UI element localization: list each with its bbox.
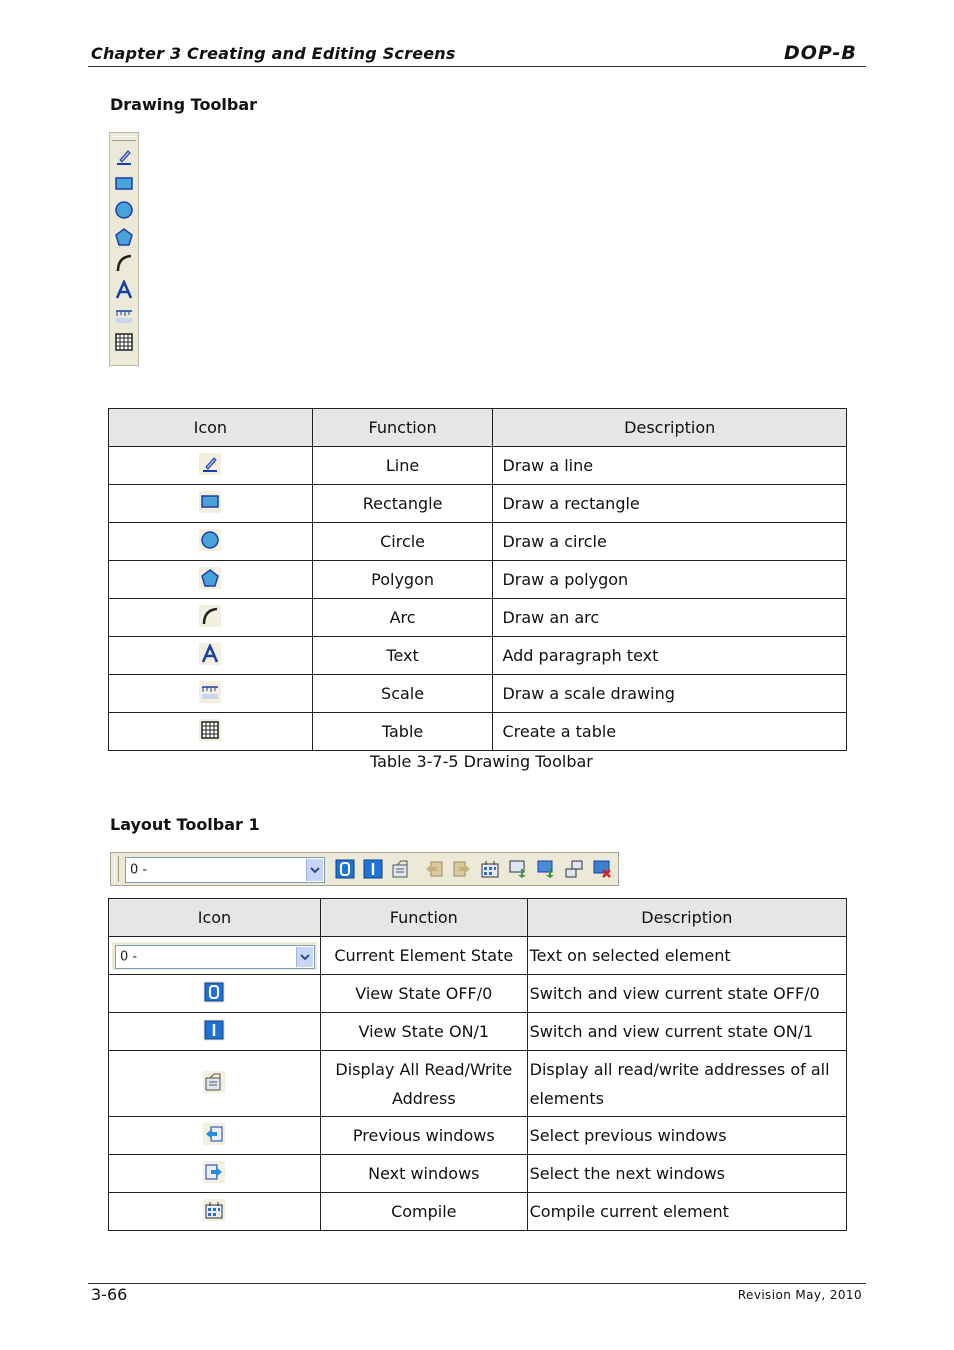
display-address-icon xyxy=(203,1071,225,1093)
table-row xyxy=(109,675,847,713)
table-row xyxy=(109,561,847,599)
table-row xyxy=(109,937,847,975)
function-cell: Table xyxy=(312,713,493,751)
download-button[interactable] xyxy=(507,858,529,880)
circle-tool-button[interactable] xyxy=(113,199,135,221)
description-cell: Display all read/write addresses of all elements xyxy=(527,1051,846,1117)
layout-toolbar xyxy=(110,852,619,886)
download-all-button[interactable] xyxy=(535,858,557,880)
scale-icon xyxy=(199,681,221,703)
function-cell: Scale xyxy=(312,675,493,713)
element-state-select[interactable] xyxy=(125,857,325,883)
header-divider xyxy=(88,66,866,67)
arc-tool-button[interactable] xyxy=(113,252,135,274)
text-icon xyxy=(199,643,221,665)
description-cell: Add paragraph text xyxy=(493,637,847,675)
compile-icon xyxy=(203,1199,225,1221)
description-cell: Switch and view current state OFF/0 xyxy=(527,975,846,1013)
next-window-icon xyxy=(203,1161,225,1183)
drawing-toolbar-title: Drawing Toolbar xyxy=(110,95,258,114)
page-number: 3-66 xyxy=(91,1285,128,1304)
chapter-title: Chapter 3 Creating and Editing Screens xyxy=(91,44,456,63)
polygon-tool-button[interactable] xyxy=(113,226,135,248)
function-cell: View State ON/1 xyxy=(320,1013,527,1051)
function-cell: Display All Read/Write Address xyxy=(320,1051,527,1117)
text-icon xyxy=(113,279,135,301)
description-cell: Draw a line xyxy=(493,447,847,485)
function-cell: Current Element State xyxy=(320,937,527,975)
function-cell: Line xyxy=(312,447,493,485)
description-cell: Draw a rectangle xyxy=(493,485,847,523)
column-header-icon: Icon xyxy=(109,409,313,447)
footer-divider xyxy=(88,1283,866,1284)
brand-logo: DOP-B xyxy=(784,42,857,64)
view-state-on-button[interactable] xyxy=(362,858,384,880)
chevron-down-icon xyxy=(296,947,313,967)
description-cell: Text on selected element xyxy=(527,937,846,975)
view-state-on-icon xyxy=(203,1019,225,1041)
function-cell: Polygon xyxy=(312,561,493,599)
circle-icon xyxy=(113,199,135,221)
element-state-select xyxy=(115,945,315,969)
toolbar-grip[interactable] xyxy=(112,136,136,141)
previous-window-icon xyxy=(423,858,445,880)
close-window-icon xyxy=(591,858,613,880)
table-row xyxy=(109,1051,847,1117)
description-cell: Draw a scale drawing xyxy=(493,675,847,713)
view-state-off-icon xyxy=(334,858,356,880)
next-window-icon xyxy=(451,858,473,880)
table-header-row xyxy=(109,409,847,447)
function-cell: Text xyxy=(312,637,493,675)
table-row xyxy=(109,523,847,561)
column-header-description: Description xyxy=(527,899,846,937)
description-cell: Compile current element xyxy=(527,1193,846,1231)
polygon-icon xyxy=(113,226,135,248)
line-icon xyxy=(113,146,135,168)
function-cell: Arc xyxy=(312,599,493,637)
table-header-row xyxy=(109,899,847,937)
view-state-off-button[interactable] xyxy=(334,858,356,880)
arc-icon xyxy=(113,252,135,274)
arc-icon xyxy=(199,605,221,627)
table-icon xyxy=(199,719,221,741)
rectangle-icon xyxy=(199,491,221,513)
function-cell: Compile xyxy=(320,1193,527,1231)
table-row xyxy=(109,485,847,523)
view-state-off-icon xyxy=(203,981,225,1003)
table-row xyxy=(109,1193,847,1231)
display-address-icon xyxy=(390,858,412,880)
table-row xyxy=(109,975,847,1013)
network-button[interactable] xyxy=(563,858,585,880)
description-cell: Draw a polygon xyxy=(493,561,847,599)
compile-icon xyxy=(479,858,501,880)
drawing-toolbar xyxy=(109,132,139,366)
line-icon xyxy=(199,453,221,475)
layout-toolbar-title: Layout Toolbar 1 xyxy=(110,815,260,834)
function-cell: Rectangle xyxy=(312,485,493,523)
table-row xyxy=(109,599,847,637)
table-row xyxy=(109,1117,847,1155)
description-cell: Switch and view current state ON/1 xyxy=(527,1013,846,1051)
function-cell: View State OFF/0 xyxy=(320,975,527,1013)
layout-toolbar-table xyxy=(108,898,847,1231)
function-cell: Previous windows xyxy=(320,1117,527,1155)
table-row xyxy=(109,1155,847,1193)
description-cell: Select the next windows xyxy=(527,1155,846,1193)
text-tool-button[interactable] xyxy=(113,279,135,301)
download-all-icon xyxy=(535,858,557,880)
next-window-button[interactable] xyxy=(451,858,473,880)
scale-tool-button[interactable] xyxy=(113,305,135,327)
previous-window-button[interactable] xyxy=(423,858,445,880)
description-cell: Draw a circle xyxy=(493,523,847,561)
circle-icon xyxy=(199,529,221,551)
revision-note: Revision May, 2010 xyxy=(737,1288,862,1302)
table-tool-button[interactable] xyxy=(113,331,135,353)
previous-window-icon xyxy=(203,1123,225,1145)
close-window-button[interactable] xyxy=(591,858,613,880)
rectangle-icon xyxy=(113,173,135,195)
toolbar-grip[interactable] xyxy=(114,856,119,882)
rectangle-tool-button[interactable] xyxy=(113,173,135,195)
polygon-icon xyxy=(199,567,221,589)
description-cell: Select previous windows xyxy=(527,1117,846,1155)
view-state-on-icon xyxy=(362,858,384,880)
table-icon xyxy=(113,331,135,353)
compile-button[interactable] xyxy=(479,858,501,880)
table-row xyxy=(109,1013,847,1051)
table-row xyxy=(109,637,847,675)
download-icon xyxy=(507,858,529,880)
description-cell: Create a table xyxy=(493,713,847,751)
column-header-function: Function xyxy=(320,899,527,937)
scale-icon xyxy=(113,305,135,327)
chevron-down-icon[interactable] xyxy=(306,859,323,881)
function-cell: Circle xyxy=(312,523,493,561)
network-icon xyxy=(563,858,585,880)
function-cell: Next windows xyxy=(320,1155,527,1193)
description-cell: Draw an arc xyxy=(493,599,847,637)
line-tool-button[interactable] xyxy=(113,146,135,168)
column-header-icon: Icon xyxy=(109,899,321,937)
table-row xyxy=(109,447,847,485)
element-state-value: 0 - xyxy=(130,862,148,878)
table-row xyxy=(109,713,847,751)
element-state-value: 0 - xyxy=(119,949,138,964)
column-header-description: Description xyxy=(493,409,847,447)
table-caption: Table 3-7-5 Drawing Toolbar xyxy=(370,752,593,771)
column-header-function: Function xyxy=(312,409,493,447)
drawing-toolbar-table xyxy=(108,408,847,751)
display-address-button[interactable] xyxy=(390,858,412,880)
